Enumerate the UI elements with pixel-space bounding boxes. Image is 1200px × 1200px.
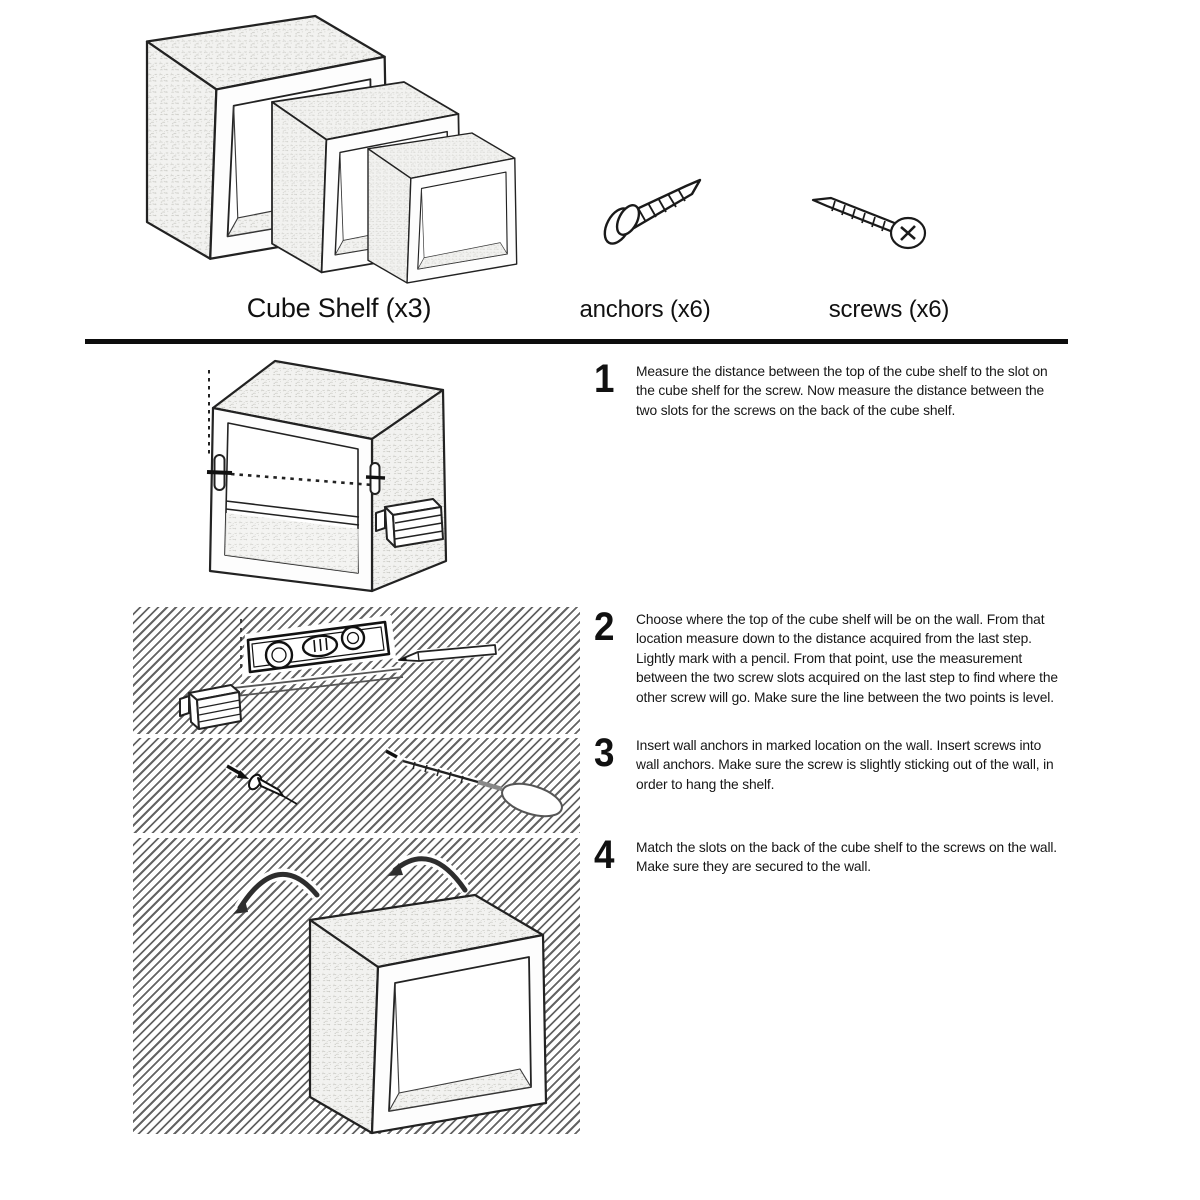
step-text: Match the slots on the back of the cube shelf to the screws on the wall. Make sure they are secured to the wall. bbox=[636, 840, 1057, 875]
step-3 bbox=[594, 731, 1060, 794]
step-2 bbox=[594, 605, 1060, 707]
step-text: Measure the distance between the top of the cube shelf to the slot on the cube shelf for the screw. Now measure the distance between the two slots for the screws on the back of the cube shelf. bbox=[636, 364, 1048, 418]
step-4 bbox=[594, 833, 1060, 877]
screw-illustration bbox=[805, 182, 940, 257]
step-number: 3 bbox=[594, 731, 615, 775]
step-text: Choose where the top of the cube shelf will be on the wall. From that location measure down to the distance acquired from the last step. Lightly mark with a pencil. From that point, use the measurement between the two screw slots acquired on the last step to find where the other screw will go. Make sure the line between the two points is level. bbox=[636, 612, 1058, 705]
cube-shelf-label: Cube Shelf (x3) bbox=[246, 293, 432, 323]
step-number: 1 bbox=[594, 357, 615, 401]
step-text: Insert wall anchors in marked location on the wall. Insert screws into wall anchors. Make sure the screw is slightly sticking out of the wall, in order to hang the shelf. bbox=[636, 738, 1054, 792]
anchors-label: anchors (x6) bbox=[579, 296, 711, 323]
mark-wall-overlay bbox=[133, 607, 580, 734]
insert-anchors-overlay bbox=[133, 738, 580, 833]
section-divider bbox=[85, 339, 1068, 344]
step-number: 2 bbox=[594, 605, 615, 649]
wall-anchor-illustration bbox=[588, 170, 723, 260]
step-1 bbox=[594, 357, 1060, 420]
screws-label: screws (x6) bbox=[828, 296, 950, 323]
cube-shelf-trio-illustration bbox=[135, 10, 525, 295]
measure-shelf-illustration bbox=[183, 355, 483, 605]
step-number: 4 bbox=[594, 833, 615, 877]
hang-shelf-overlay bbox=[133, 838, 580, 1148]
